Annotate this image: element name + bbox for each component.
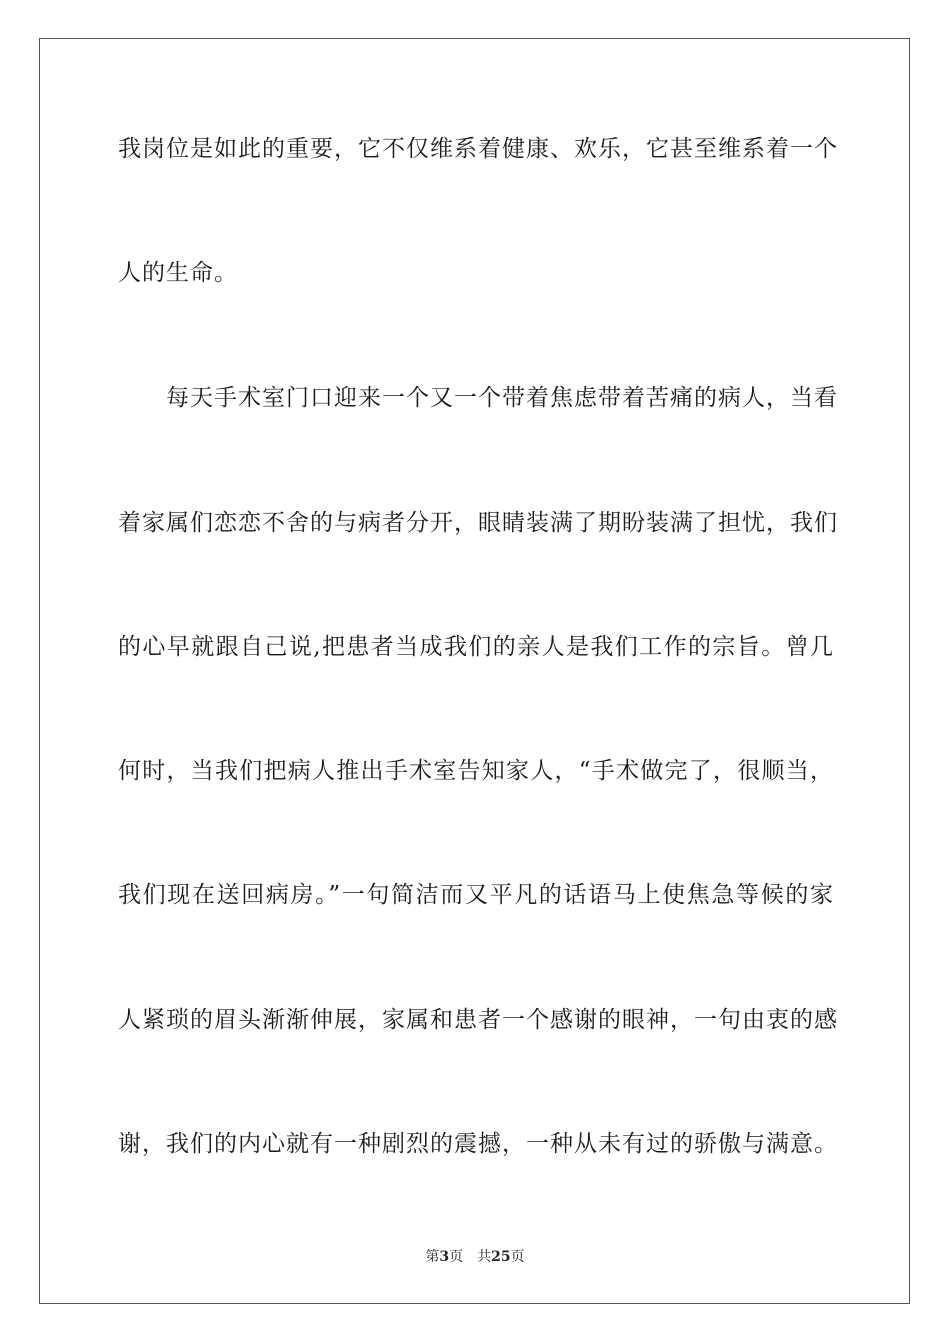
page-suffix: 页 <box>449 1249 464 1265</box>
text-line: 我们现在送回病房。”一句简洁而又平凡的话语马上使焦急等候的家 <box>118 882 834 908</box>
page-number: 3 <box>439 1249 450 1265</box>
text-line: 何时，当我们把病人推出手术室告知家人，“手术做完了，很顺当， <box>118 758 834 784</box>
text-line: 我岗位是如此的重要，它不仅维系着健康、欢乐，它甚至维系着一个 <box>118 136 838 162</box>
text-line: 着家属们恋恋不舍的与病者分开，眼睛装满了期盼装满了担忧，我们 <box>118 510 838 536</box>
total-prefix: 共 <box>477 1249 492 1265</box>
text-line: 的心早就跟自己说,把患者当成我们的亲人是我们工作的宗旨。曾几 <box>118 634 834 660</box>
page-footer <box>0 1248 950 1266</box>
text-line: 人紧琐的眉头渐渐伸展，家属和患者一个感谢的眼神，一句由衷的感 <box>118 1007 838 1033</box>
text-line: 谢，我们的内心就有一种剧烈的震撼，一种从未有过的骄傲与满意。 <box>118 1131 838 1157</box>
page-border <box>39 38 910 1304</box>
text-line: 人的生命。 <box>118 260 238 286</box>
total-suffix: 页 <box>510 1249 525 1265</box>
total-pages: 25 <box>491 1249 511 1265</box>
page-prefix: 第 <box>425 1249 440 1265</box>
paragraph-first-line: 每天手术室门口迎来一个又一个带着焦虑带着苦痛的病人，当看 <box>166 385 838 411</box>
